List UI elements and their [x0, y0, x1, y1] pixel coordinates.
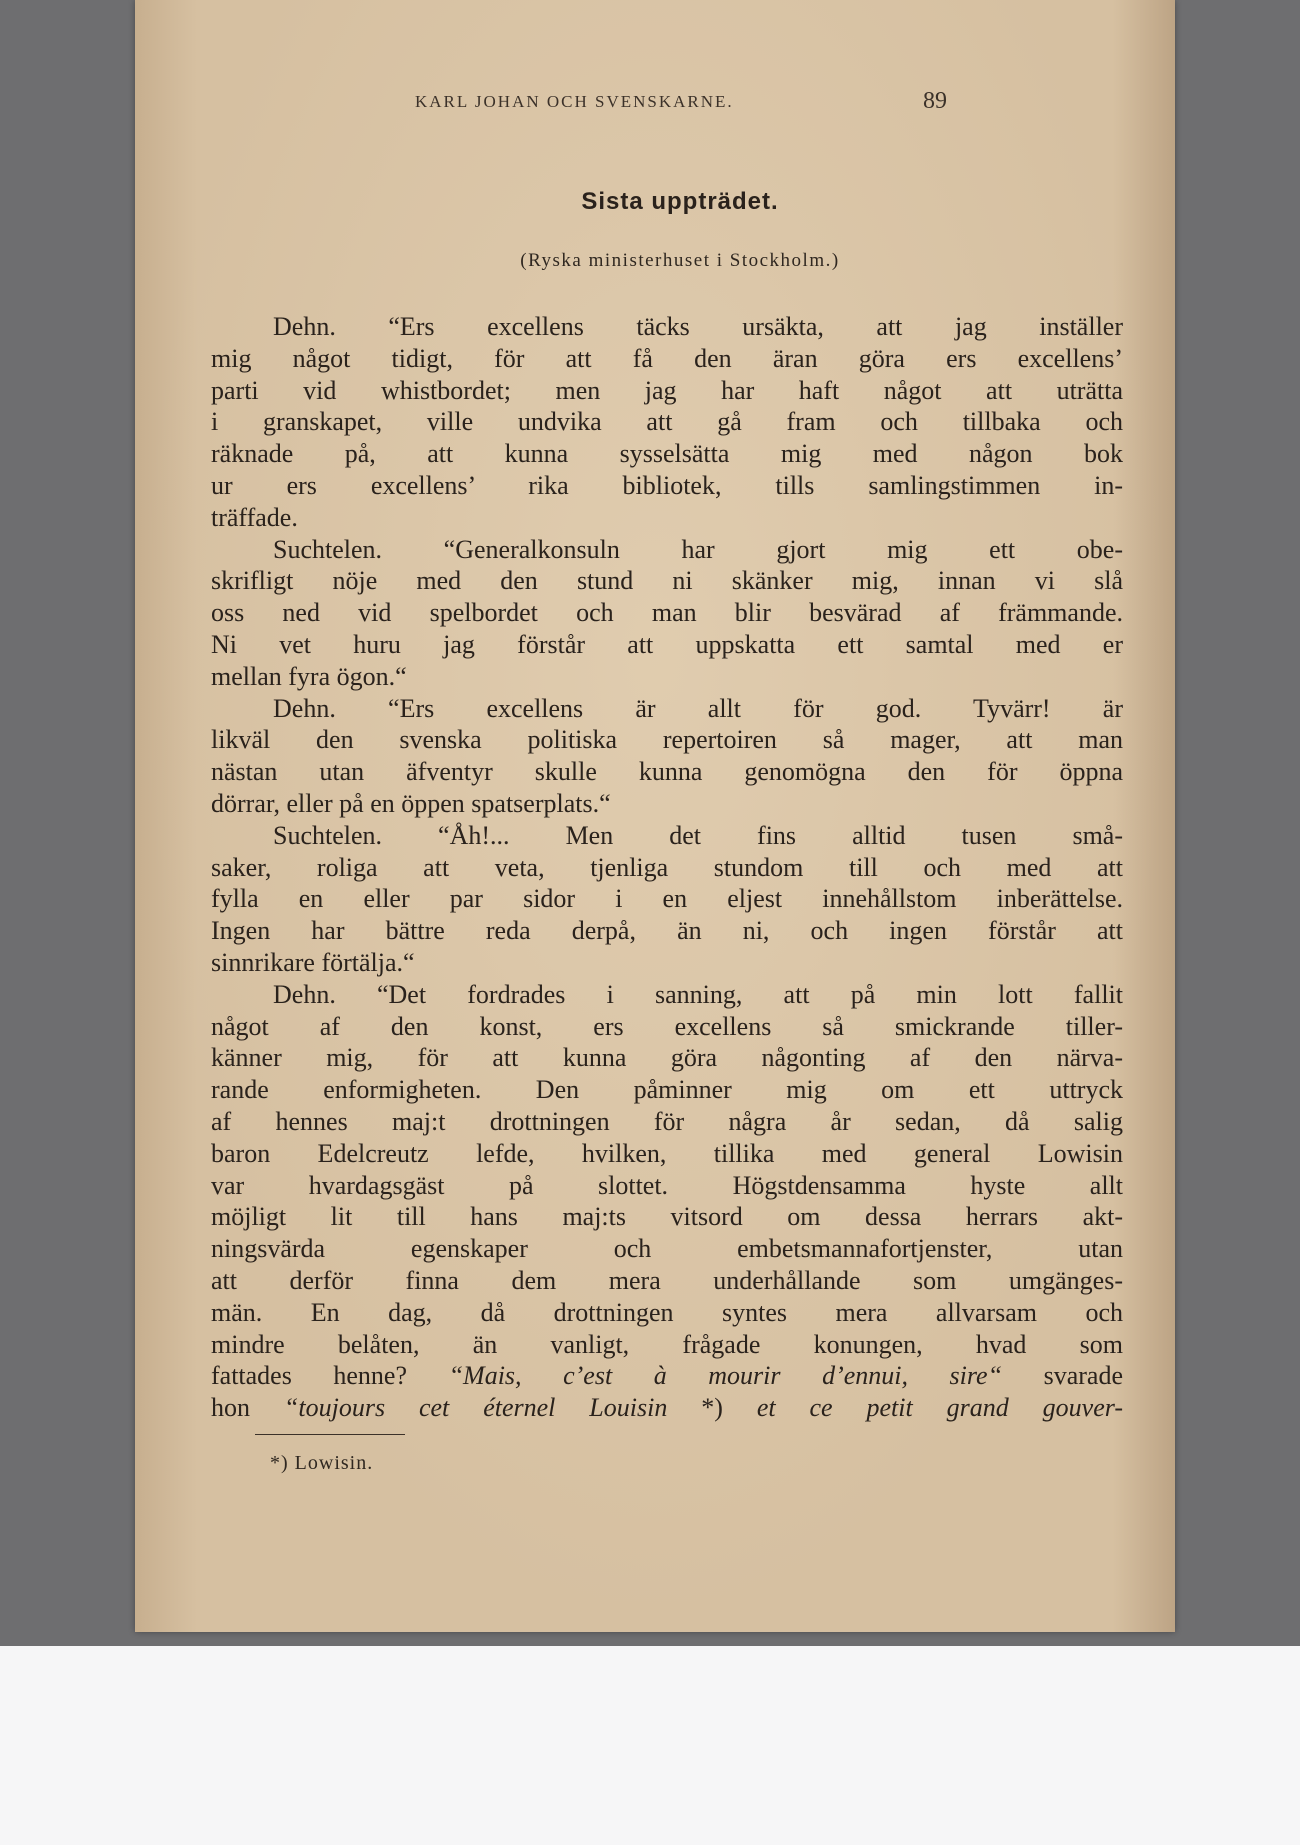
- text-line: träffade.: [211, 502, 298, 532]
- text-line: dörrar, eller på en öppen spatserplats.“: [211, 788, 611, 818]
- book-page: [135, 0, 1175, 1632]
- text-line: Dehn. “Det fordrades i sanning, att på min lott fallit: [273, 979, 1123, 1009]
- footnote-rule: [255, 1434, 405, 1435]
- text-line: mindre belåten, än vanligt, frågade konungen, hvad som: [211, 1329, 1123, 1359]
- text-line: Suchtelen. “Åh!... Men det fins alltid tusen små-: [273, 820, 1123, 850]
- text-line: sinnrikare förtälja.“: [211, 947, 415, 977]
- text-line: skrifligt nöje med den stund ni skänker mig, innan vi slå: [211, 566, 1123, 596]
- text-segment: fattades henne?: [211, 1361, 449, 1391]
- text-line-mixed: [211, 1360, 1123, 1392]
- text-line: räknade på, att kunna sysselsätta mig med någon bok: [211, 439, 1123, 469]
- running-head: KARL JOHAN OCH SVENSKARNE.: [415, 92, 734, 111]
- text-line: rande enformigheten. Den påminner mig om ett uttryck: [211, 1075, 1123, 1105]
- text-line: Suchtelen. “Generalkonsuln har gjort mig ett obe-: [273, 534, 1123, 564]
- text-line: ur ers excellens’ rika bibliotek, tills samlingstimmen in-: [211, 470, 1123, 500]
- section-title: Sista uppträdet.: [581, 188, 779, 215]
- text-line: Ingen har bättre reda derpå, än ni, och ingen förstår att: [211, 916, 1123, 946]
- italic-quote: et ce petit grand gouver-: [756, 1393, 1123, 1423]
- text-line: oss ned vid spelbordet och man blir besvärad af främmande.: [211, 598, 1123, 628]
- footnote-mark: *): [667, 1393, 757, 1423]
- text-segment: svarade: [1002, 1361, 1123, 1391]
- text-line: likväl den svenska politiska repertoiren så mager, att man: [211, 725, 1123, 755]
- scene-location: (Ryska ministerhuset i Stockholm.): [520, 250, 840, 271]
- page-number: 89: [923, 88, 947, 114]
- italic-quote: “toujours cet éternel Louisin: [283, 1393, 668, 1423]
- text-line: Dehn. “Ers excellens är allt för god. Tyvärr! är: [273, 693, 1123, 723]
- text-line: mig något tidigt, för att få den äran göra ers excellens’: [211, 343, 1123, 373]
- footnote: *) Lowisin.: [270, 1452, 374, 1474]
- text-line: af hennes maj:t drottningen för några år sedan, då salig: [211, 1106, 1123, 1136]
- text-line: möjligt lit till hans maj:ts vitsord om dessa herrars akt-: [211, 1202, 1123, 1232]
- text-line: baron Edelcreutz lefde, hvilken, tillika med general Lowisin: [211, 1138, 1123, 1168]
- text-line: något af den konst, ers excellens så smickrande tiller-: [211, 1011, 1123, 1041]
- text-line: var hvardagsgäst på slottet. Högstdensamma hyste allt: [211, 1170, 1123, 1200]
- italic-quote: “Mais, c’est à mourir d’ennui, sire“: [448, 1361, 1003, 1391]
- text-line: nästan utan äfventyr skulle kunna genomögna den för öppna: [211, 757, 1123, 787]
- body-text: [211, 311, 1123, 1424]
- text-line-mixed: [211, 1392, 1123, 1424]
- text-line: fylla en eller par sidor i en eljest innehållstom inberättelse.: [211, 884, 1123, 914]
- text-line: ningsvärda egenskaper och embetsmannafortjenster, utan: [211, 1234, 1123, 1264]
- text-line: att derför finna dem mera underhållande som umgänges-: [211, 1265, 1123, 1295]
- text-segment: hon: [211, 1393, 284, 1423]
- text-line: känner mig, för att kunna göra någonting af den närva-: [211, 1043, 1123, 1073]
- text-line: Ni vet huru jag förstår att uppskatta ett samtal med er: [211, 629, 1123, 659]
- text-line: saker, roliga att veta, tjenliga stundom till och med att: [211, 852, 1123, 882]
- text-line: Dehn. “Ers excellens täcks ursäkta, att jag inställer: [273, 312, 1123, 341]
- text-line: i granskapet, ville undvika att gå fram och tillbaka och: [211, 407, 1123, 437]
- text-line: mellan fyra ögon.“: [211, 661, 407, 691]
- text-line: parti vid whistbordet; men jag har haft något att uträtta: [211, 375, 1123, 405]
- text-line: män. En dag, då drottningen syntes mera allvarsam och: [211, 1297, 1123, 1327]
